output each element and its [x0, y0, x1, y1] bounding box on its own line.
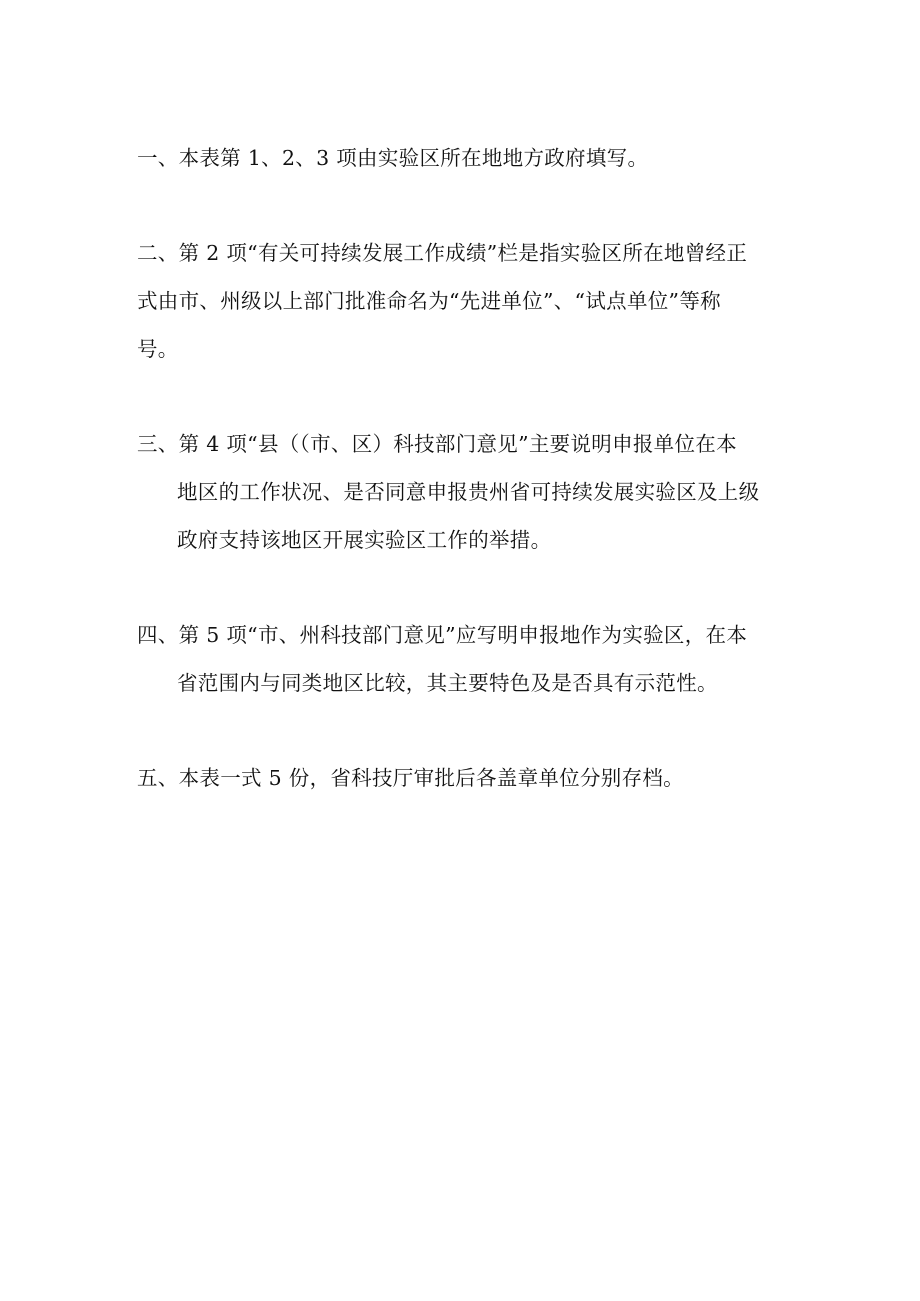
instruction-item-5	[137, 754, 787, 802]
instruction-4-line-1: 四、第 5 项“市、州科技部门意见”应写明申报地作为实验区，在本	[137, 623, 748, 647]
instruction-5-line-1: 五、本表一式 5 份，省科技厅审批后各盖章单位分别存档。	[137, 766, 684, 790]
instructions-list	[137, 134, 787, 802]
instruction-3-line-1: 三、第 4 项“县（（市、区）科技部门意见”主要说明申报单位在本	[137, 432, 737, 456]
instruction-1-line-1: 一、本表第 1、2、3 项由实验区所在地地方政府填写。	[137, 146, 649, 170]
instruction-2-line-1: 二、第 2 项“有关可持续发展工作成绩”栏是指实验区所在地曾经正	[137, 241, 748, 265]
instruction-item-3	[137, 420, 787, 564]
instruction-item-1	[137, 134, 787, 182]
instruction-item-4	[137, 611, 787, 707]
instruction-2-line-3: 号。	[137, 337, 179, 361]
instruction-3-line-3: 政府支持该地区开展实验区工作的举措。	[177, 528, 552, 552]
instruction-item-2	[137, 229, 787, 373]
instruction-3-line-2: 地区的工作状况、是否同意申报贵州省可持续发展实验区及上级	[177, 480, 760, 504]
instruction-4-line-2: 省范围内与同类地区比较，其主要特色及是否具有示范性。	[177, 671, 718, 695]
instruction-2-line-2: 式由市、州级以上部门批准命名为“先进单位”、“试点单位”等称	[137, 289, 721, 313]
